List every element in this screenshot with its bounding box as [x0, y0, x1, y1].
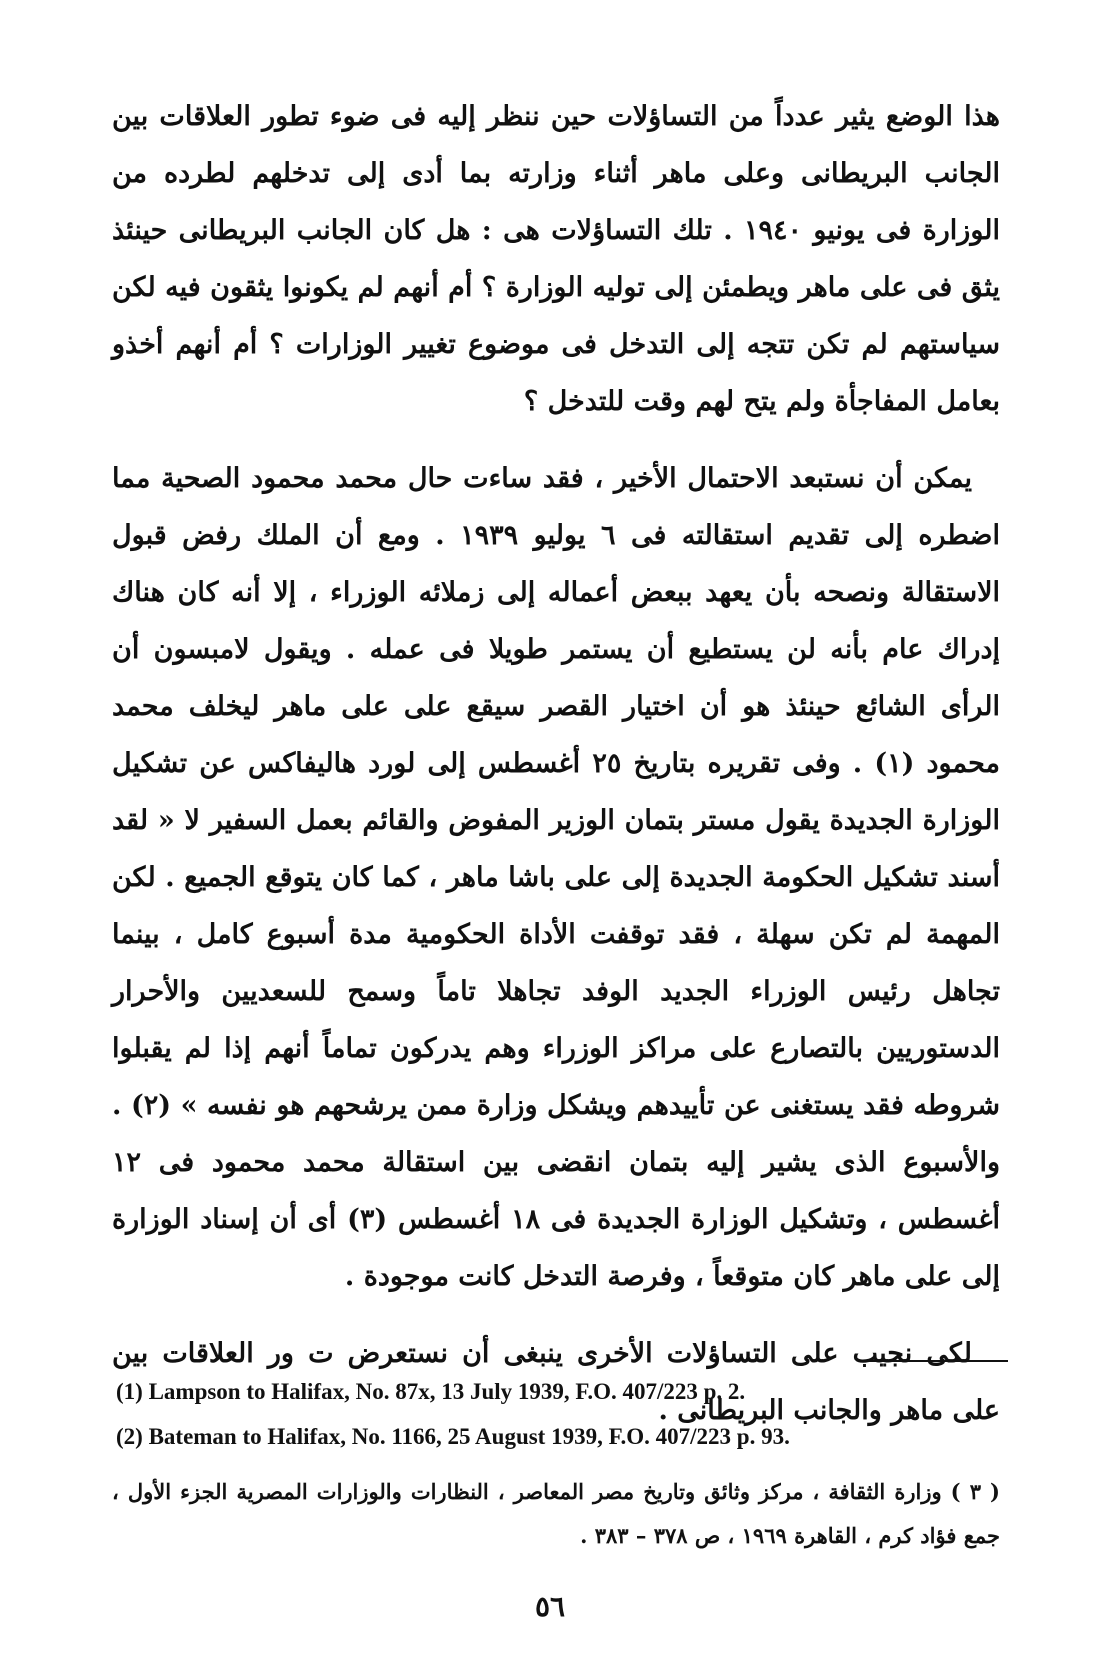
- footnote-3: ( ٣ ) وزارة الثقافة ، مركز وثائق وتاريخ مصر المعاصر ، النظارات والوزارات المصرية الجزء الأول ، جمع فؤاد كرم ، القاهرة ١٩٦٩ ، ص ٣٧٨ – ٣٨٣ .: [112, 1479, 1000, 1548]
- footnote-2: (2) Bateman to Halifax, No. 1166, 25 August 1939, F.O. 407/223 p. 93.: [116, 1424, 790, 1449]
- paragraph-1: هذا الوضع يثير عدداً من التساؤلات حين ننظر إليه فى ضوء تطور العلاقات بين الجانب البريطانى وعلى ماهر أثناء وزارته بما أدى إلى تدخلهم لطرده من الوزارة فى يونيو ١٩٤٠ . تلك التساؤلات هى : هل كان الجانب البريطانى حينئذ يثق فى على ماهر ويطمئن إلى توليه الوزارة ؟ أم أنهم لم يكونوا يثقون فيه لكن سياستهم لم تكن تتجه إلى التدخل فى موضوع تغيير الوزارات ؟ أم أنهم أخذو بعامل المفاجأة ولم يتح لهم وقت للتدخل ؟: [112, 101, 1000, 417]
- footnote-separator: [858, 1360, 1008, 1362]
- main-text: [112, 88, 1000, 1439]
- footnote-1: (1) Lampson to Halifax, No. 87x, 13 July 1939, F.O. 407/223 p. 2.: [116, 1379, 746, 1404]
- page-number: ٥٦: [534, 1590, 566, 1623]
- paragraph-3: لكى نجيب على التساؤلات الأخرى ينبغى أن نستعرض ت ور العلاقات بين على ماهر والجانب البريطانى .: [112, 1338, 1000, 1426]
- paragraph-2: يمكن أن نستبعد الاحتمال الأخير ، فقد ساءت حال محمد محمود الصحية مما اضطره إلى تقديم استقالته فى ٦ يوليو ١٩٣٩ . ومع أن الملك رفض قبول الاستقالة ونصحه بأن يعهد ببعض أعماله إلى زملائه الوزراء ، إلا أنه كان هناك إدراك عام بأنه لن يستطيع أن يستمر طويلا فى عمله . ويقول لامبسون أن الرأى الشائع حينئذ هو أن اختيار القصر سيقع على على ماهر ليخلف محمد محمود (١) . وفى تقريره بتاريخ ٢٥ أغسطس إلى لورد هاليفاكس عن تشكيل الوزارة الجديدة يقول مستر بتمان الوزير المفوض والقائم بعمل السفير لا « لقد أسند تشكيل الحكومة الجديدة إلى على باشا ماهر ، كما كان يتوقع الجميع . لكن المهمة لم تكن سهلة ، فقد توقفت الأداة الحكومية مدة أسبوع كامل ، بينما تجاهل رئيس الوزراء الجديد الوفد تجاهلا تاماً وسمح للسعديين والأحرار الدستوريين بالتصارع على مراكز الوزراء وهم يدركون تماماً أنهم إذا لم يقبلوا شروطه فقد يستغنى عن تأييدهم ويشكل وزارة ممن يرشحهم هو نفسه » (٢) . والأسبوع الذى يشير إليه بتمان انقضى بين استقالة محمد محمود فى ١٢ أغسطس ، وتشكيل الوزارة الجديدة فى ١٨ أغسطس (٣) أى أن إسناد الوزارة إلى على ماهر كان متوقعاً ، وفرصة التدخل كانت موجودة .: [112, 463, 1001, 1292]
